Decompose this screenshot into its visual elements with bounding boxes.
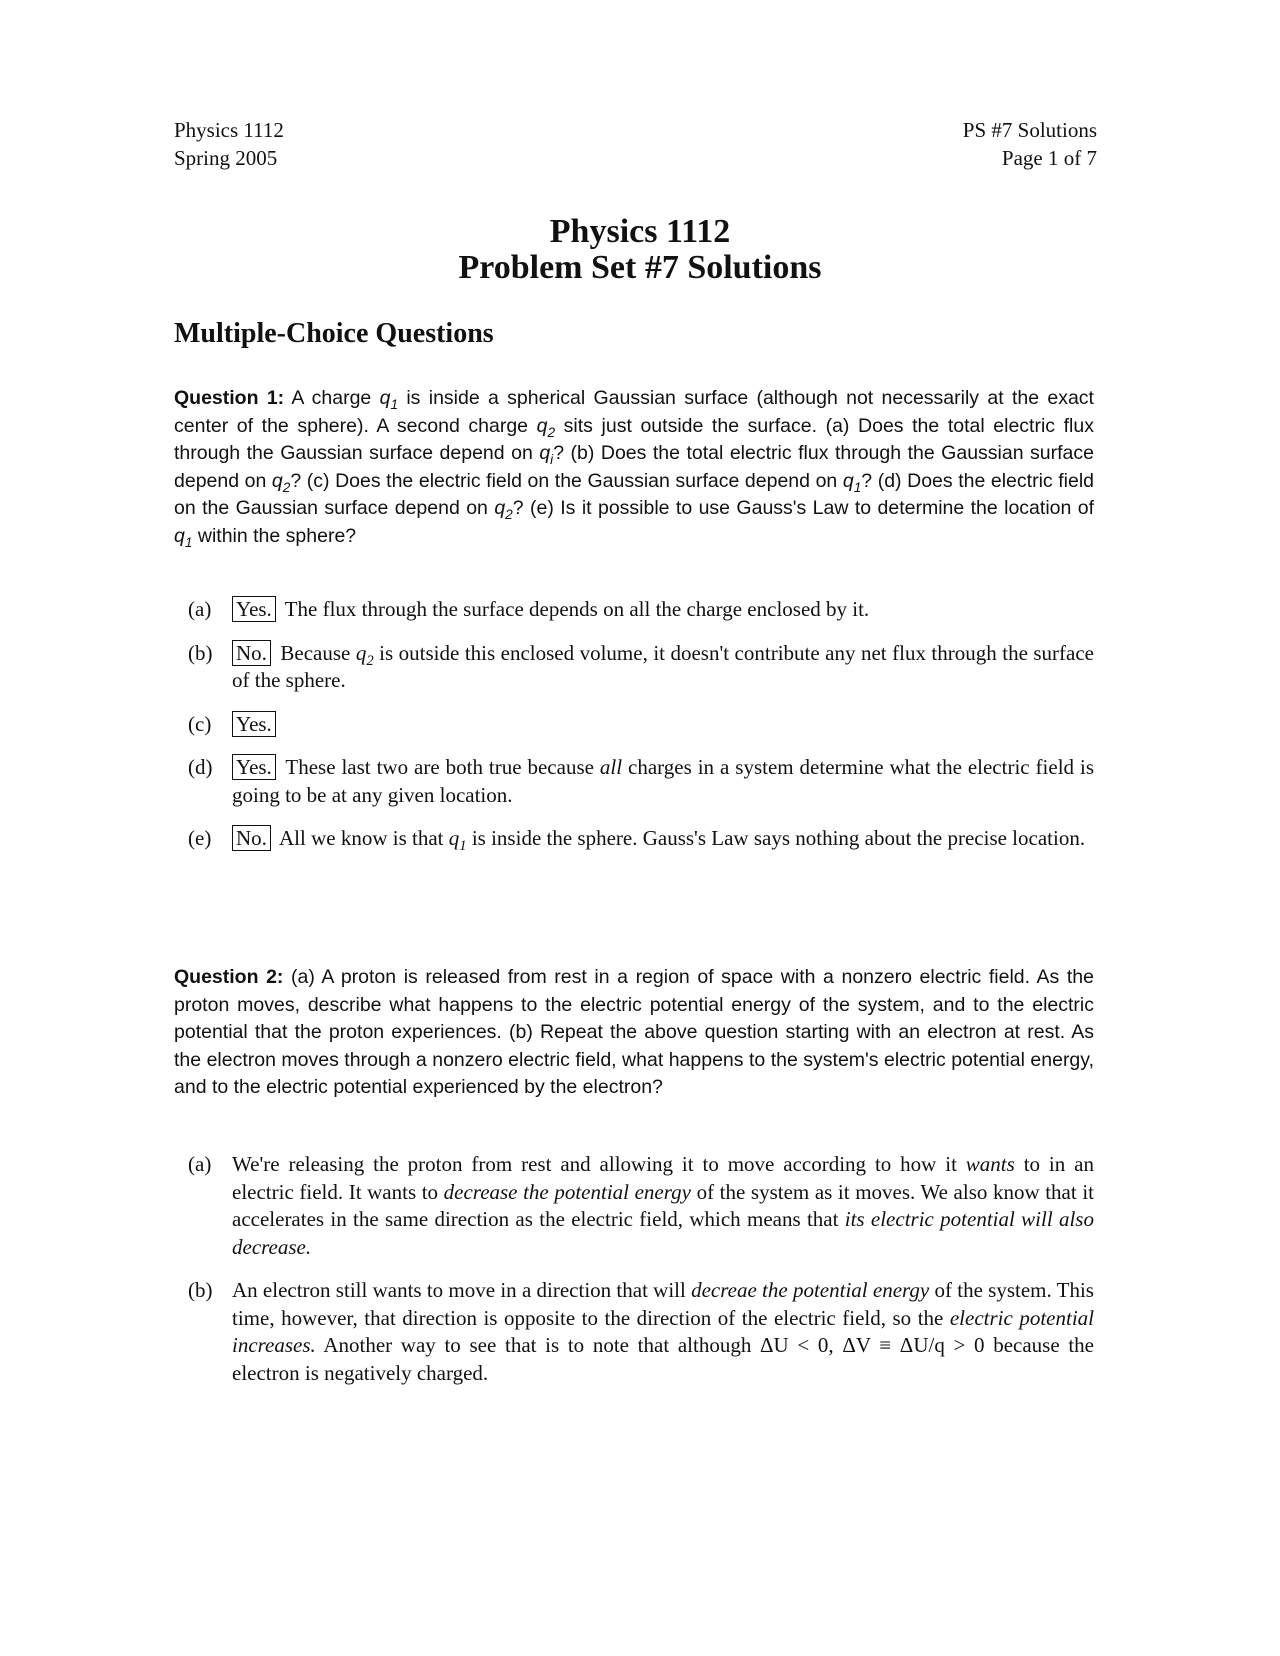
question-label: Question 1: — [174, 387, 285, 409]
title-line-1: Physics 1112 — [549, 213, 731, 250]
answer-text: All we know is that — [274, 826, 449, 850]
answer-item — [188, 711, 1094, 739]
answer-text: is inside the sphere. Gauss's Law says nothing about the precise location. — [466, 826, 1086, 850]
answer-text: is outside this enclosed volume, it doesn't contribute any net flux through the surface of the sphere. — [232, 640, 1095, 692]
math-var: $q_2$ — [355, 640, 374, 669]
answer-label: (a) — [188, 1152, 212, 1176]
answer-label: (d) — [188, 755, 213, 779]
question-text: ? (b) Does the total electric flux through the Gaussian surface depend on — [174, 442, 1094, 492]
boxed-answer: No. — [232, 640, 271, 666]
answer-item — [188, 754, 1094, 809]
term: Spring 2005 — [174, 146, 278, 170]
question-text: A charge — [284, 387, 380, 409]
question-2-answers — [188, 1151, 1094, 1403]
section-heading: Multiple-Choice Questions — [174, 318, 494, 349]
math-var: $q_1$ — [174, 524, 193, 550]
answer-text: to in an electric field. It wants to — [232, 1152, 1094, 1204]
question-text: within the sphere? — [192, 524, 357, 547]
question-text: ? (e) Is it possible to use Gauss's Law to determine the location of — [512, 497, 1095, 519]
answer-item — [188, 825, 1094, 853]
document-label: PS #7 Solutions — [962, 118, 1097, 142]
math-var: $q_i$ — [539, 442, 554, 467]
answer-label: (c) — [188, 711, 212, 736]
boxed-answer: Yes. — [232, 711, 276, 737]
math-var: $q_1$ — [842, 469, 862, 495]
answer-text: of the system. This time, however, that direction is opposite to the direction of the electric field, so the — [232, 1278, 1094, 1330]
answer-item — [188, 1151, 1094, 1261]
question-1-answers — [188, 596, 1094, 869]
answer-label: (b) — [188, 640, 213, 665]
math-var: $q_1$ — [448, 826, 467, 855]
boxed-answer: Yes. — [232, 754, 276, 780]
math-var: $q_2$ — [271, 469, 291, 495]
page-title — [0, 214, 1280, 286]
answer-text: of the system as it moves. We also know that it accelerates in the same direction as the electric field, which means that — [232, 1179, 1094, 1231]
answer-text: The flux through the surface depends on all the charge enclosed by it. — [279, 597, 870, 621]
question-text: ? (c) Does the electric field on the Gaussian surface depend on — [290, 469, 843, 492]
answer-item — [188, 640, 1094, 695]
answer-text: Because — [274, 640, 356, 665]
answer-text: We're releasing the proton from rest and allowing it to move according to how it — [232, 1152, 966, 1176]
question-text: (a) A proton is released from rest in a region of space with a nonzero electric field. As the proton moves, describe what happens to the electric potential energy of the system, and to the electric potential that the proton experiences. (b) Repeat the above question starting with an electron at rest. As the electron moves through a nonzero electric field, what happens to the system's electric potential energy, and to the electric potential experienced by the electron? — [174, 966, 1094, 1098]
math-var: $q_2$ — [536, 414, 556, 440]
answer-text: These last two are both true because — [279, 755, 600, 779]
title-line-2: Problem Set #7 Solutions — [458, 249, 822, 286]
answer-label: (e) — [188, 826, 212, 850]
question-text: ? (d) Does the electric field on the Gaussian surface depend on — [174, 469, 1094, 519]
answer-label: (a) — [188, 597, 212, 621]
answer-label: (b) — [188, 1278, 213, 1302]
emphasis: decrease the potential energy — [443, 1179, 691, 1204]
question-text: is inside a spherical Gaussian surface (although not necessarily at the exact center of the sphere). A second charge — [174, 387, 1094, 437]
boxed-answer: No. — [232, 825, 271, 851]
answer-item — [188, 1277, 1094, 1387]
math-var: $q_2$ — [494, 497, 513, 522]
emphasis: its electric potential will also decrease. — [232, 1207, 1094, 1259]
page-number: Page 1 of 7 — [1001, 146, 1097, 170]
emphasis: all — [599, 755, 623, 779]
answer-item — [188, 596, 1094, 624]
answer-text: An electron still wants to move in a direction that will — [232, 1278, 692, 1302]
course-name: Physics 1112 — [174, 118, 284, 142]
boxed-answer: Yes. — [232, 596, 276, 622]
math-var: $q_1$ — [379, 387, 399, 412]
question-1 — [174, 385, 1094, 550]
question-2 — [174, 964, 1094, 1102]
header-left — [174, 116, 284, 172]
emphasis: decreae the potential energy — [691, 1278, 930, 1302]
answer-text: charges in a system determine what the electric field is going to be at any given location. — [232, 755, 1095, 807]
answer-text: Another way to see that is to note that although ΔU < 0, ΔV ≡ ΔU/q > 0 because the electron is negatively charged. — [232, 1333, 1094, 1385]
header-right — [963, 116, 1097, 172]
emphasis: electric potential increases. — [232, 1305, 1094, 1357]
question-text: sits just outside the surface. (a) Does the total electric flux through the Gaussian surface depend on — [174, 414, 1094, 464]
question-label: Question 2: — [174, 966, 284, 988]
emphasis: wants — [965, 1152, 1015, 1176]
